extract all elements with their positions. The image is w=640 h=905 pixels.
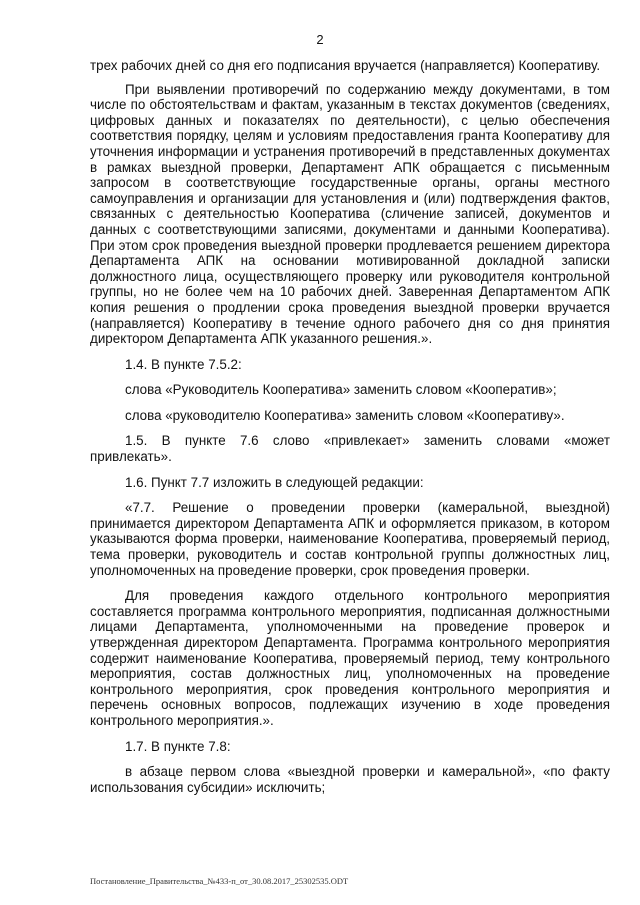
paragraph-item-1-4: 1.4. В пункте 7.5.2: (125, 356, 242, 372)
paragraph-item-1-6: 1.6. Пункт 7.7 изложить в следующей редакции: (125, 474, 424, 490)
paragraph-continuation: трех рабочих дней со дня его подписания вручается (направляется) Кооперативу. (90, 58, 601, 73)
paragraph-item-1-7: 1.7. В пункте 7.8: (125, 738, 231, 754)
document-body (90, 58, 610, 795)
page-number: 2 (316, 32, 324, 47)
paragraph-program: Для проведения каждого отдельного контрольного мероприятия составляется программа контрольного мероприятия, подписанная должностными лицами Департамента, уполномоченными на проведение проверок и утвержденная директором Департамента. Программа контрольного мероприятия содержит наименование Кооператива, проверяемый период, тему контрольного мероприятия, состав должностных лиц, уполномоченных на проведение контрольного мероприятия, срок проведения контрольного мероприятия и перечень основных вопросов, подлежащих изучению в ходе проведения контрольного мероприятия.». (90, 588, 610, 728)
document-footer: Постановление_Правительства_№433-п_от_30.08.2017_25302535.ODT (90, 876, 349, 886)
paragraph-replace-rukovoditelyu: слова «руководителю Кооператива» заменить словом «Кооперативу». (125, 407, 565, 423)
paragraph-item-7-7: «7.7. Решение о проведении проверки (камеральной, выездной) принимается директором Департамента АПК и оформляется приказом, в котором указываются форма проверки, наименование Кооператива, проверяемый период, тема проверки, руководитель и состав контрольной группы должностных лиц, уполномоченных на проведение проверки, срок проведения проверки. (90, 500, 610, 578)
paragraph-contradictions: При выявлении противоречий по содержанию между документами, в том числе по обстоятельствам и фактам, указанным в текстах документов (сведениях, цифровых данных и показателях по деятельности), с целью обеспечения соответствия порядку, целям и условиям предоставления гранта Кооперативу для уточнения информации и устранения противоречий в представленных документах в рамках выездной проверки, Департамент АПК обращается с письменным запросом в соответствующие государственные органы, органы местного самоуправления и организации для установления и (или) подтверждения фактов, связанных с деятельностью Кооператива (сличение записей, документов и данных с соответствующими записями, документами и данными Кооператива). При этом срок проведения выездной проверки продлевается решением директора Департамента АПК на основании мотивированной докладной записки должностного лица, осуществляющего проверку или руководителя контрольной группы, но не более чем на 10 рабочих дней. Заверенная Департаментом АПК копия решения о продлении срока проведения выездной проверки вручается (направляется) Кооперативу в течение одного рабочего дня со дня принятия директором Департамента АПК указанного решения.». (90, 81, 610, 347)
paragraph-first-abzac: в абзаце первом слова «выездной проверки и камеральной», «по факту использования субсидии» исключить; (90, 764, 610, 795)
paragraph-replace-rukovoditel: слова «Руководитель Кооператива» заменить словом «Кооператив»; (125, 382, 557, 398)
paragraph-item-1-5: 1.5. В пункте 7.6 слово «привлекает» заменить словами «может привлекать». (90, 433, 610, 465)
